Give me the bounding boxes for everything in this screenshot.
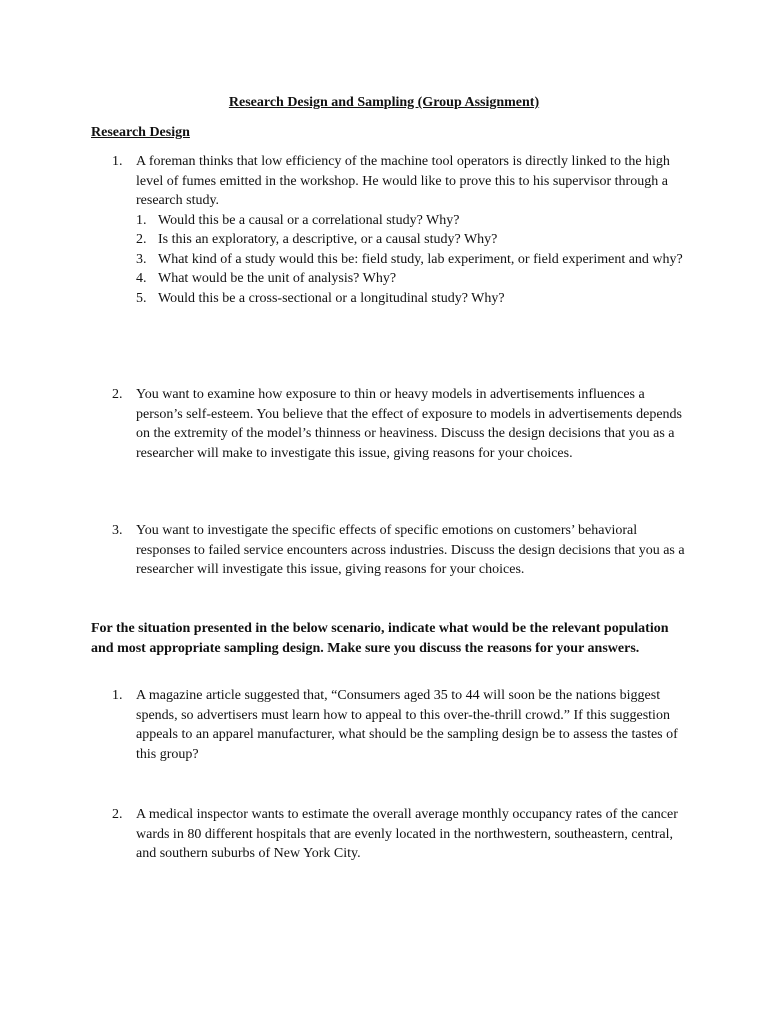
research-question-3 [112,521,692,580]
sub-question-number: 2. [136,232,147,247]
sub-question-number: 4. [136,271,147,286]
question-text: A foreman thinks that low efficiency of the machine tool operators is directly linked to the high level of fumes emitted in the workshop. He would like to prove this to his supervisor through a research study. [136,154,670,208]
sub-question [136,289,692,309]
sub-question-text: Is this an exploratory, a descriptive, or a causal study? Why? [158,232,498,247]
question-text: You want to examine how exposure to thin or heavy models in advertisements influences a person’s self-esteem. You believe that the effect of exposure to models in advertisements depends on the extremity of the model’s thinness or heaviness. Discuss the design decisions that you as a researcher will make to investigate this issue, giving reasons for your choices. [136,387,682,461]
document-title: Research Design and Sampling (Group Assignment) [228,95,540,110]
question-text: A magazine article suggested that, “Consumers aged 35 to 44 will soon be the nations biggest spends, so advertisers must learn how to appeal to this over-the-thrill crowd.” If this suggestion appeals to an apparel manufacturer, what should be the sampling design be to assess the tastes of this group? [136,688,678,762]
sampling-question-1 [112,686,692,764]
question-number: 3. [112,523,123,538]
sampling-instructions: For the situation presented in the below scenario, indicate what would be the relevant population and most appropriate sampling design. Make sure you discuss the reasons for your answers. [91,621,669,656]
sub-question-number: 3. [136,251,147,267]
question-number: 1. [112,154,123,169]
sub-question [136,250,692,270]
sub-question-text: Would this be a cross-sectional or a longitudinal study? Why? [158,290,505,306]
sampling-question-2 [112,805,692,864]
section-heading-research-design: Research Design [91,125,190,140]
sub-question-number: 5. [136,290,147,306]
question-number: 1. [112,688,123,703]
sub-question-text: What kind of a study would this be: field study, lab experiment, or field experiment and why? [158,251,683,267]
sub-question-list [136,211,692,309]
question-number: 2. [112,387,123,402]
sub-question [136,230,692,250]
research-question-2 [112,385,692,463]
sub-question-text: What would be the unit of analysis? Why? [158,271,397,286]
question-text: You want to investigate the specific effects of specific emotions on customers’ behavioral responses to failed service encounters across industries. Discuss the design decisions that you as a researcher will investigate this issue, giving reasons for your choices. [136,523,685,577]
research-question-1 [112,152,692,308]
question-number: 2. [112,807,123,822]
sub-question-text: Would this be a causal or a correlational study? Why? [158,212,460,228]
sub-question-number: 1. [136,212,147,228]
sub-question [136,269,692,289]
question-text: A medical inspector wants to estimate the overall average monthly occupancy rates of the cancer wards in 80 different hospitals that are evenly located in the northwestern, southeastern, central, and southern suburbs of New York City. [136,807,678,861]
sub-question [136,211,692,231]
